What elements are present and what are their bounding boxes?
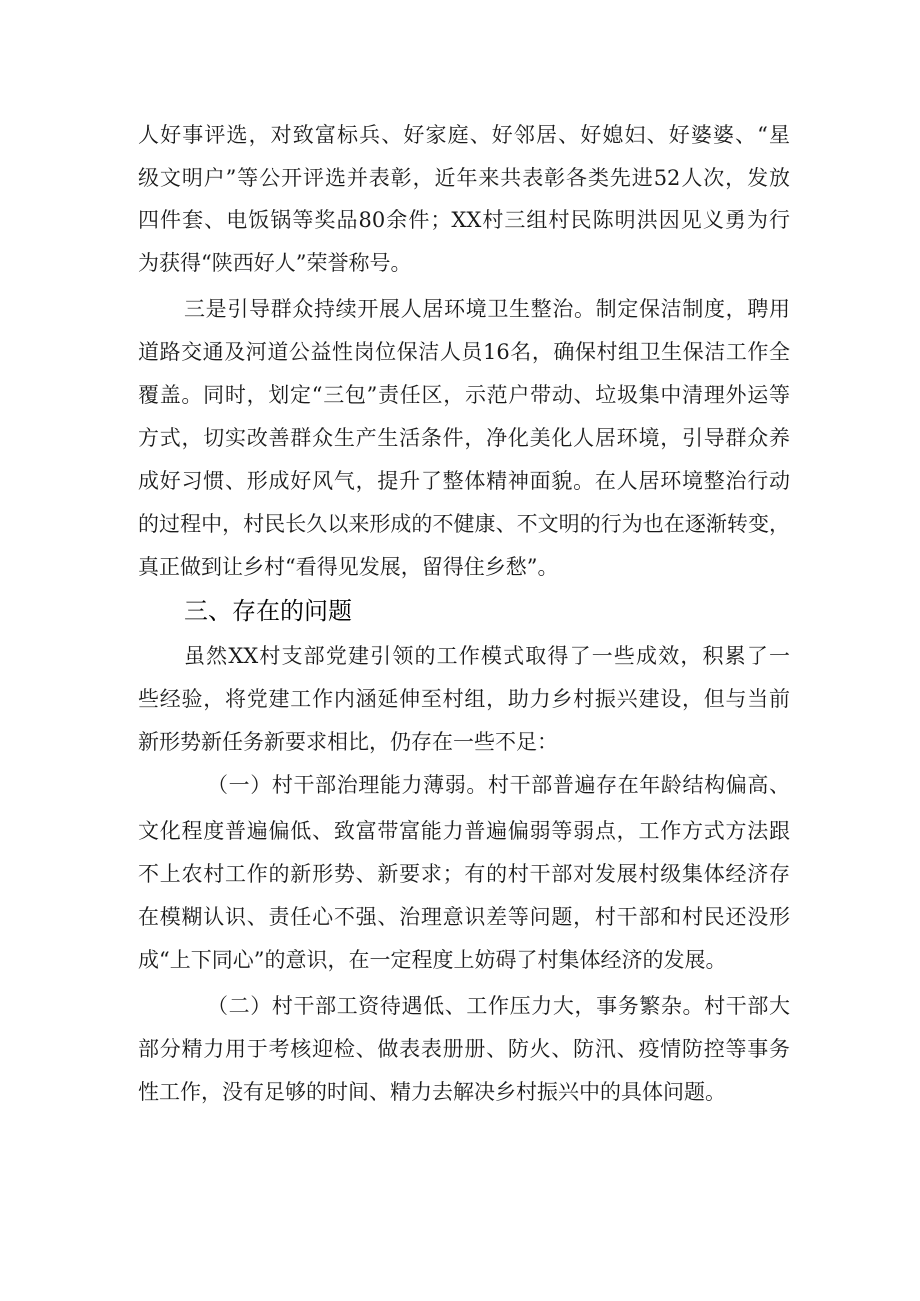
- paragraph-line: 文化程度普遍偏低、致富带富能力普遍偏弱等弱点，工作方式方法跟: [138, 819, 790, 843]
- paragraph-line: 虽然XX村支部党建引领的工作模式取得了一些成效，积累了一: [184, 644, 790, 668]
- paragraph-line: 为获得“陕西好人”荣誉称号。: [138, 251, 412, 275]
- paragraph-line: 三是引导群众持续开展人居环境卫生整治。制定保洁制度，聘用: [184, 297, 790, 321]
- section-heading: 三、存在的问题: [184, 597, 352, 625]
- paragraph-line: 新形势新任务新要求相比，仍存在一些不足：: [138, 730, 558, 754]
- paragraph-line: 在模糊认识、责任心不强、治理意识差等问题，村干部和村民还没形: [138, 905, 790, 929]
- paragraph-line: 性工作，没有足够的时间、精力去解决乡村振兴中的具体问题。: [138, 1080, 726, 1104]
- paragraph-line: 成“上下同心”的意识，在一定程度上妨碍了村集体经济的发展。: [138, 948, 727, 972]
- paragraph-line: 级文明户”等公开评选并表彰，近年来共表彰各类先进52人次，发放: [138, 166, 790, 190]
- paragraph-line: 人好事评选，对致富标兵、好家庭、好邻居、好媳妇、好婆婆、“星: [138, 123, 790, 147]
- paragraph-line: 成好习惯、形成好风气，提升了整体精神面貌。在人居环境整治行动: [138, 469, 790, 493]
- paragraph-line: 方式，切实改善群众生产生活条件，净化美化人居环境，引导群众养: [138, 426, 790, 450]
- paragraph-line: 不上农村工作的新形势、新要求；有的村干部对发展村级集体经济存: [138, 862, 790, 886]
- paragraph-line: （二）村干部工资待遇低、工作压力大，事务繁杂。村干部大: [207, 994, 790, 1018]
- paragraph-line: 真正做到让乡村“看得见发展，留得住乡愁”。: [138, 555, 559, 579]
- paragraph-line: 覆盖。同时，划定“三包”责任区，示范户带动、垃圾集中清理外运等: [138, 383, 790, 407]
- paragraph-line: 部分精力用于考核迎检、做表表册册、防火、防汛、疫情防控等事务: [138, 1037, 790, 1061]
- paragraph-line: 些经验，将党建工作内涵延伸至村组，助力乡村振兴建设，但与当前: [138, 687, 790, 711]
- paragraph-line: 的过程中，村民长久以来形成的不健康、不文明的行为也在逐渐转变，: [138, 512, 790, 536]
- paragraph-line: （一）村干部治理能力薄弱。村干部普遍存在年龄结构偏高、: [207, 773, 790, 797]
- paragraph-line: 道路交通及河道公益性岗位保洁人员16名，确保村组卫生保洁工作全: [138, 340, 790, 364]
- paragraph-line: 四件套、电饭锅等奖品80余件；XX村三组村民陈明洪因见义勇为行: [138, 208, 790, 232]
